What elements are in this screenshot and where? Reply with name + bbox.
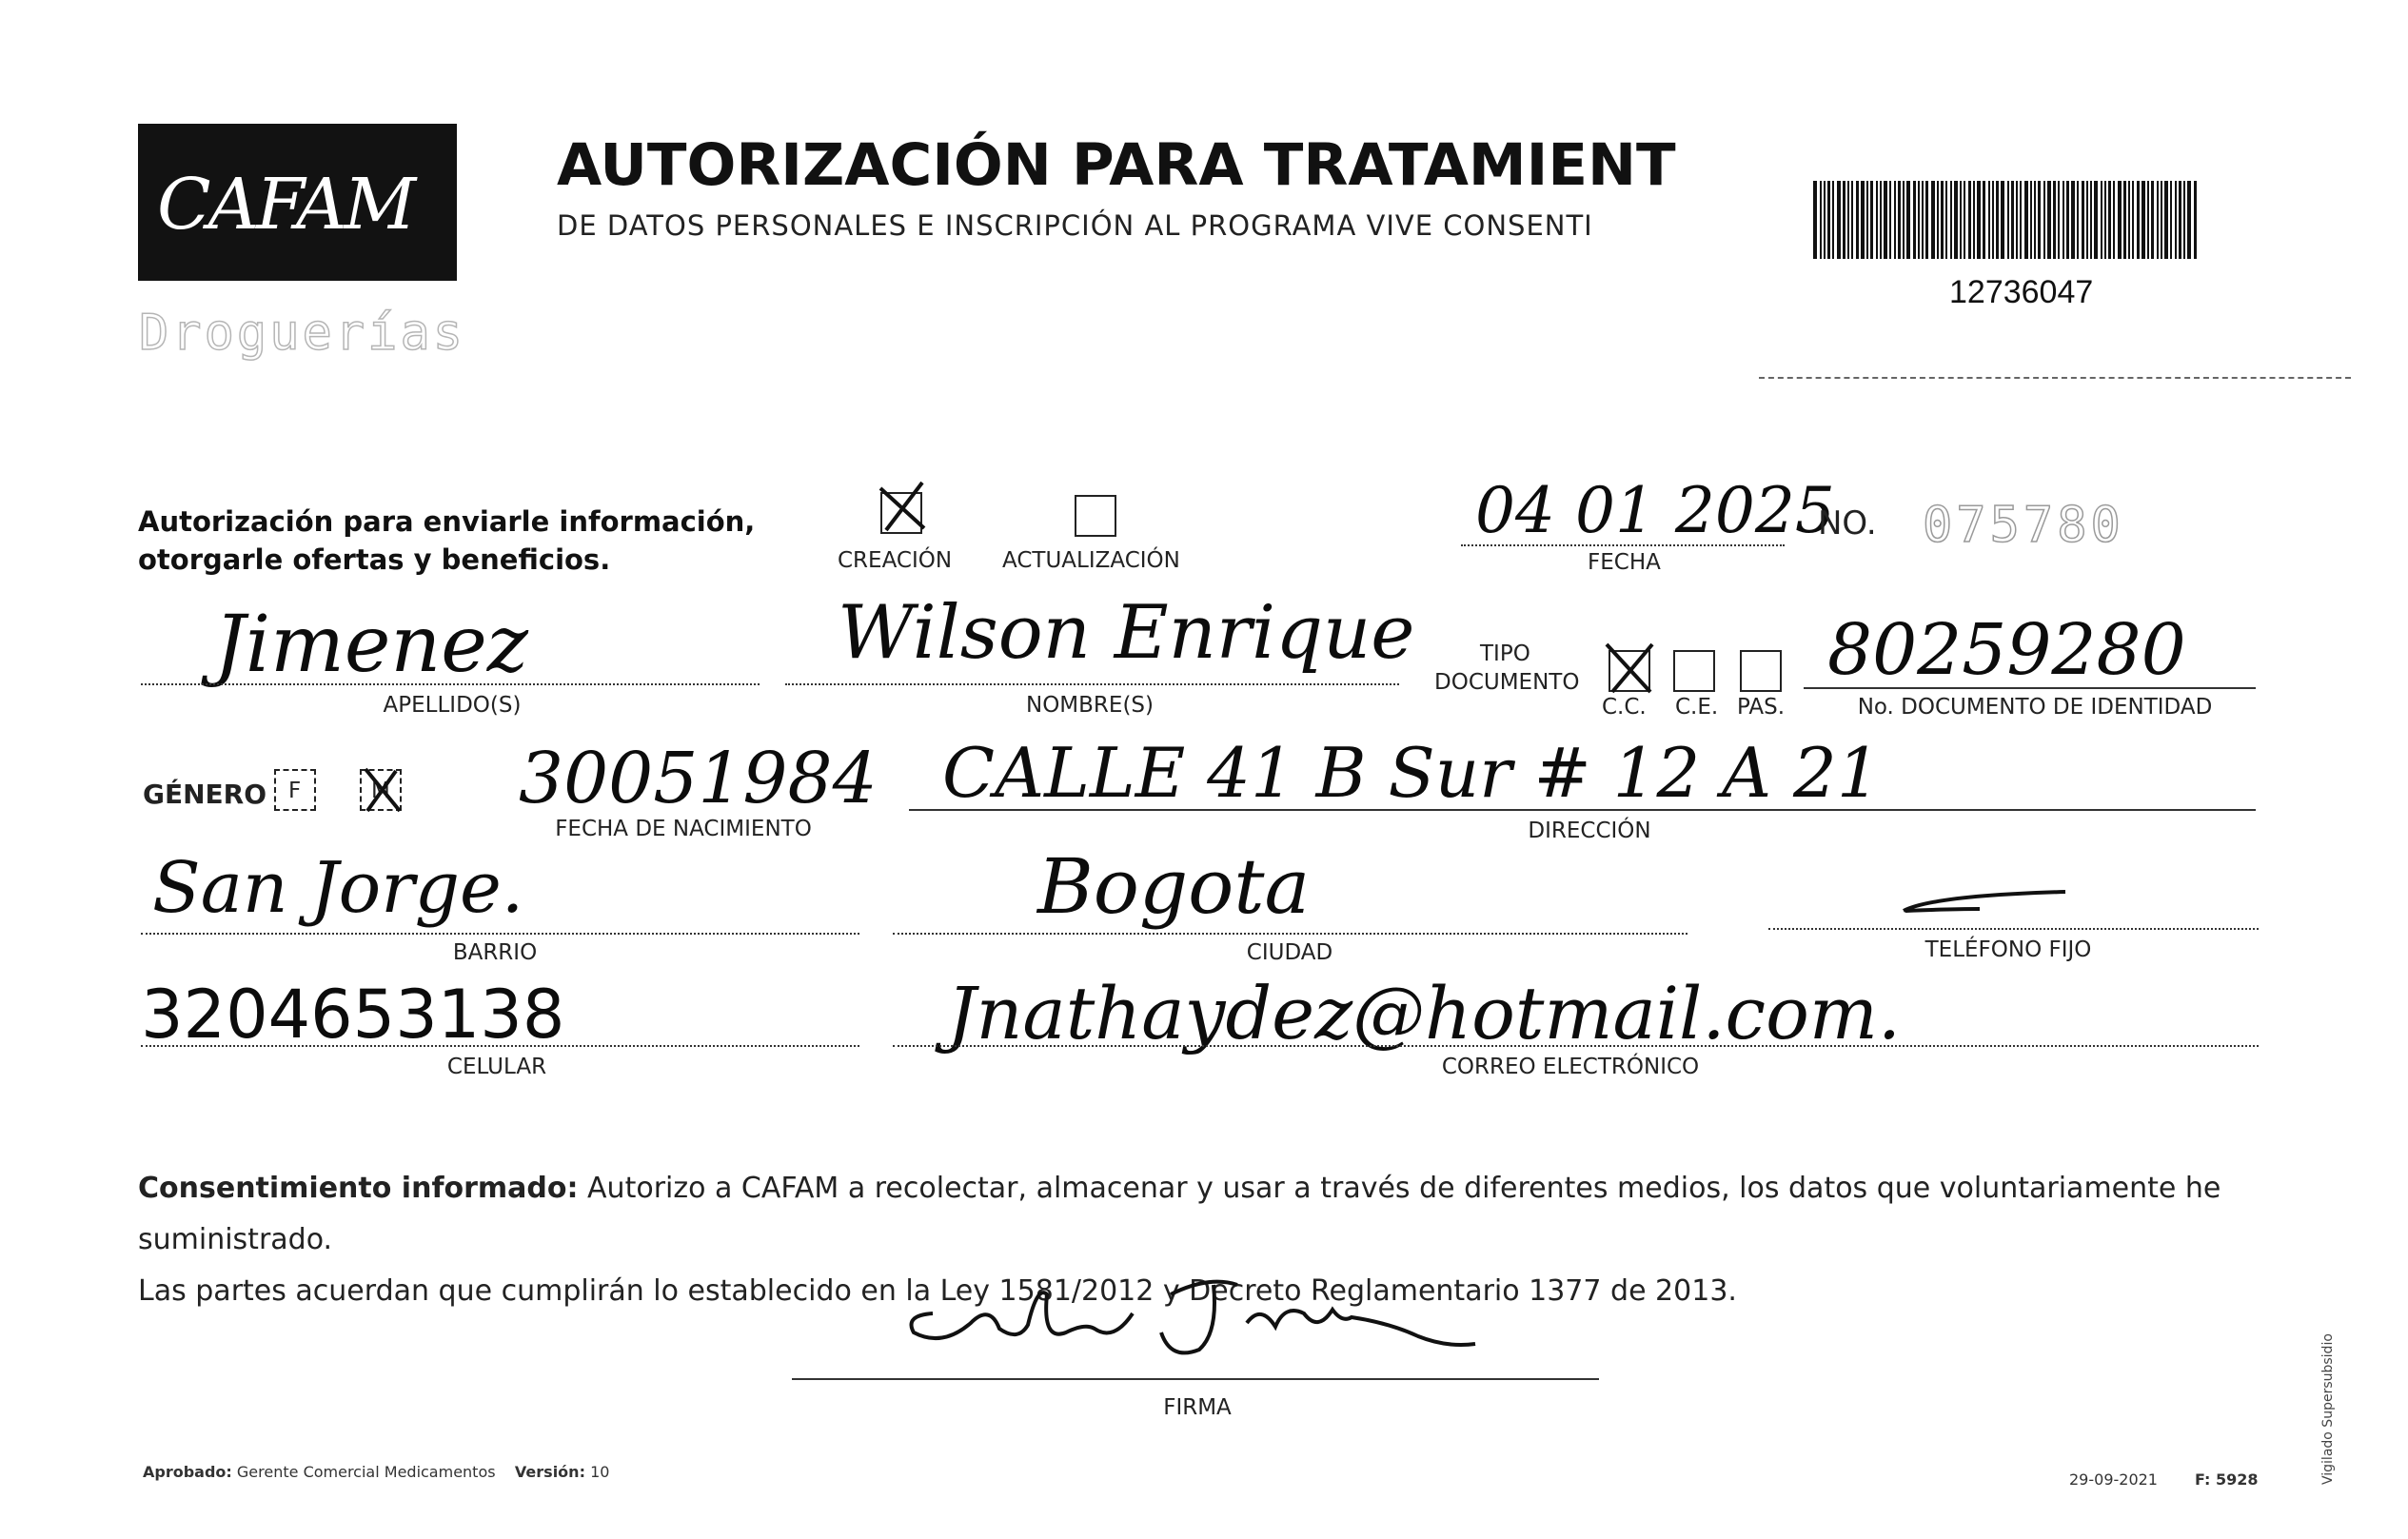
barcode-bar — [2123, 181, 2126, 259]
barcode-bar — [2179, 181, 2181, 259]
barcode-bar — [1992, 181, 1994, 259]
approved-value: Gerente Comercial Medicamentos — [236, 1463, 496, 1481]
date-label: FECHA — [1588, 550, 1661, 575]
checkbox-mark-icon — [358, 763, 407, 817]
consent-heading: Consentimiento informado: — [138, 1172, 579, 1205]
consent-text-2: Las partes acuerdan que cumplirán lo establecido en la Ley 1581/2012 y Decreto Reglamentario 1377 de 2013. — [138, 1274, 1737, 1308]
birthdate-handwritten: 30051984 — [519, 738, 878, 819]
genero-label: GÉNERO — [143, 779, 267, 810]
barcode-bar — [2094, 181, 2098, 259]
side-supervision-text: Vigilado Supersubsidio — [2320, 1333, 2336, 1485]
barrio-handwritten: San Jorge. — [152, 847, 524, 929]
barcode-bar — [1996, 181, 1999, 259]
creation-checkbox[interactable] — [880, 492, 922, 534]
celular-handwritten: 3204653138 — [141, 976, 565, 1054]
date-handwritten: 04 01 2025 — [1475, 474, 1835, 547]
barcode-bar — [2016, 181, 2018, 259]
barcode-bar — [2066, 181, 2069, 259]
checkbox-mark-icon — [875, 479, 932, 536]
address-handwritten: CALLE 41 B Sur # 12 A 21 — [942, 733, 1881, 813]
pas-checkbox[interactable] — [1740, 650, 1782, 692]
update-checkbox[interactable] — [1075, 495, 1116, 537]
celular-line — [141, 1045, 859, 1047]
barrio-line — [141, 933, 859, 935]
ciudad-handwritten: Bogota — [1037, 842, 1311, 931]
update-label: ACTUALIZACIÓN — [1002, 548, 1180, 573]
barcode-bar — [2113, 181, 2115, 259]
signature-line — [792, 1378, 1599, 1380]
barcode-bar — [1954, 181, 1958, 259]
ciudad-label: CIUDAD — [1246, 940, 1333, 965]
barcode-bar — [1880, 181, 1882, 259]
barcode-bar — [2034, 181, 2036, 259]
barcode-bar — [2137, 181, 2140, 259]
barcode-bar — [1925, 181, 1928, 259]
email-label: CORREO ELECTRÓNICO — [1441, 1055, 1700, 1079]
barcode-bar — [2128, 181, 2130, 259]
cc-checkbox[interactable] — [1609, 650, 1650, 692]
doc-number-line — [1804, 687, 2256, 689]
barcode-bar — [1918, 181, 1920, 259]
barcode-bar — [2170, 181, 2172, 259]
droguerias-logo-text: Droguerías — [139, 305, 466, 362]
barcode-bar — [2071, 181, 2075, 259]
barcode-bar — [1827, 181, 1830, 259]
telefono-dash-mark — [1894, 880, 2075, 928]
barcode-bar — [1866, 181, 1868, 259]
female-checkbox[interactable] — [274, 769, 316, 811]
barcode-bar — [2082, 181, 2084, 259]
barcode-bar — [2001, 181, 2004, 259]
barcode-bar — [2118, 181, 2122, 259]
barcode-bar — [2007, 181, 2009, 259]
barcode-bar — [2038, 181, 2041, 259]
barcode-bar — [1861, 181, 1865, 259]
barcode-bar — [2020, 181, 2022, 259]
barcode-bar — [1983, 181, 1985, 259]
checkbox-mark-icon — [1603, 639, 1660, 696]
cafam-logo-text: CAFAM — [157, 164, 414, 246]
barcode-bar — [1903, 181, 1905, 259]
consent-text-1: Autorizo a CAFAM a recolectar, almacenar y usar a través de diferentes medios, los datos que voluntariamente he suministrado. — [138, 1172, 2221, 1256]
version-value: 10 — [590, 1463, 610, 1481]
barcode-bar — [1945, 181, 1947, 259]
barcode-bar — [1847, 181, 1849, 259]
address-label: DIRECCIÓN — [1528, 819, 1651, 843]
barcode-bar — [1922, 181, 1924, 259]
creation-label: CREACIÓN — [838, 548, 953, 573]
barcode-bar — [1906, 181, 1910, 259]
barcode-bar — [1941, 181, 1944, 259]
no-label: NO. — [1818, 504, 1877, 543]
footer-approved — [143, 1463, 609, 1481]
barcode-bar — [1832, 181, 1834, 259]
barcode-bar — [1937, 181, 1939, 259]
barcode-bar — [2101, 181, 2102, 259]
address-line — [909, 809, 2256, 811]
dashed-divider — [1759, 377, 2351, 379]
barcode-bar — [1813, 181, 1817, 259]
barcode-bar — [1988, 181, 1990, 259]
barcode-bar — [2175, 181, 2177, 259]
apellidos-line — [141, 683, 760, 685]
nombres-line — [785, 683, 1399, 685]
barcode-bar — [2011, 181, 2014, 259]
barcode-bar — [1898, 181, 1901, 259]
barcode-bar — [1968, 181, 1971, 259]
footer-date: 29-09-2021 — [2069, 1470, 2158, 1489]
barcode-bar — [2053, 181, 2056, 259]
email-line — [893, 1045, 2259, 1047]
cc-label: C.C. — [1602, 695, 1647, 720]
barcode-bar — [2104, 181, 2106, 259]
barcode-bar — [1977, 181, 1981, 259]
signature-label: FIRMA — [1163, 1395, 1232, 1420]
doc-number-handwritten: 80259280 — [1827, 609, 2186, 691]
female-label: F — [288, 779, 302, 803]
barcode-bar — [1856, 181, 1859, 259]
ce-label: C.E. — [1675, 695, 1719, 720]
apellidos-handwritten: Jimenez — [214, 600, 528, 690]
barcode-bar — [1931, 181, 1935, 259]
celular-label: CELULAR — [446, 1055, 547, 1079]
barrio-label: BARRIO — [452, 940, 538, 965]
barcode-bar — [2077, 181, 2079, 259]
barcode-bar — [2086, 181, 2088, 259]
barcode-bar — [2147, 181, 2149, 259]
barcode-bar — [2108, 181, 2111, 259]
barcode-bar — [2058, 181, 2060, 259]
date-line — [1461, 544, 1785, 546]
barcode-bar — [2194, 181, 2197, 259]
tipo-label: TIPO — [1480, 641, 1530, 666]
documento-label: DOCUMENTO — [1434, 670, 1580, 695]
male-checkbox[interactable] — [360, 769, 402, 811]
form-subtitle: DE DATOS PERSONALES E INSCRIPCIÓN AL PROGRAMA VIVE CONSENTI — [557, 209, 1593, 242]
pas-label: PAS. — [1737, 695, 1786, 720]
version-label: Versión: — [514, 1463, 585, 1481]
telefono-label: TELÉFONO FIJO — [1924, 937, 2092, 962]
barcode-bar — [2030, 181, 2032, 259]
approved-label: Aprobado: — [143, 1463, 232, 1481]
barcode-bar — [2183, 181, 2185, 259]
barcode-bar — [1870, 181, 1873, 259]
barcode-bar — [1950, 181, 1952, 259]
barcode-bar — [2024, 181, 2028, 259]
barcode-bar — [2187, 181, 2191, 259]
birthdate-label: FECHA DE NACIMIENTO — [555, 817, 812, 841]
barcode-number: 12736047 — [1949, 274, 2094, 310]
email-handwritten: Jnathaydez@hotmail.com. — [947, 971, 1902, 1056]
male-label: M — [371, 779, 390, 803]
footer-form-code: F: 5928 — [2195, 1470, 2259, 1489]
barcode-bar — [1820, 181, 1822, 259]
authorization-text — [138, 503, 755, 579]
form-title: AUTORIZACIÓN PARA TRATAMIENT — [557, 131, 1676, 199]
barcode-bar — [2161, 181, 2162, 259]
barcode-bar — [2047, 181, 2051, 259]
apellidos-label: APELLIDO(S) — [383, 693, 522, 718]
barcode-bar — [2132, 181, 2134, 259]
barcode-bar — [2043, 181, 2045, 259]
telefono-line — [1768, 928, 2259, 930]
barcode-bar — [1964, 181, 1965, 259]
nombres-label: NOMBRE(S) — [1026, 693, 1154, 718]
nombres-handwritten: Wilson Enrique — [838, 590, 1415, 676]
barcode-bar — [2142, 181, 2145, 259]
barcode-bar — [1837, 181, 1841, 259]
barcode-icon — [1813, 181, 2203, 259]
barcode-bar — [1973, 181, 1975, 259]
barcode-bar — [1876, 181, 1878, 259]
authorization-line-2: otorgarle ofertas y beneficios. — [138, 543, 611, 576]
serial-number-stamp: 075780 — [1923, 497, 2124, 554]
barcode-bar — [1960, 181, 1962, 259]
barcode-bar — [1884, 181, 1887, 259]
barcode-bar — [2157, 181, 2159, 259]
barcode-bar — [1889, 181, 1891, 259]
barcode-bar — [1851, 181, 1853, 259]
ciudad-line — [893, 933, 1688, 935]
barcode-bar — [2164, 181, 2168, 259]
barcode-bar — [1824, 181, 1826, 259]
signature-image — [885, 1256, 1504, 1371]
barcode-bar — [1843, 181, 1845, 259]
barcode-bar — [2090, 181, 2092, 259]
barcode-bar — [2063, 181, 2064, 259]
barcode-bar — [1894, 181, 1896, 259]
barcode-bar — [1913, 181, 1916, 259]
authorization-line-1: Autorización para enviarle información, — [138, 505, 756, 538]
barcode-bar — [2151, 181, 2154, 259]
ce-checkbox[interactable] — [1673, 650, 1715, 692]
doc-number-label: No. DOCUMENTO DE IDENTIDAD — [1857, 695, 2213, 720]
